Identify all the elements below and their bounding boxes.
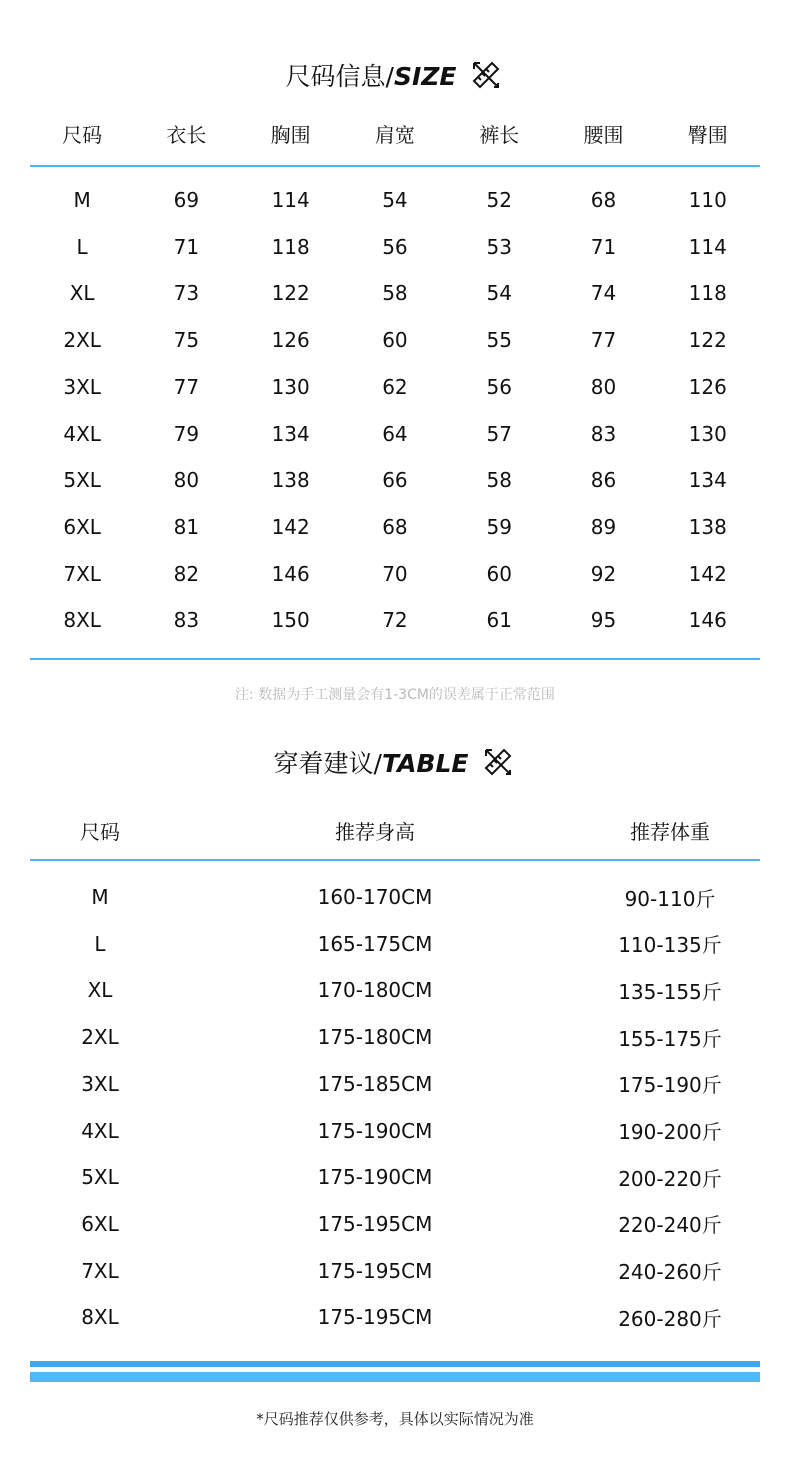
wear-title-cn: 穿着建议/ xyxy=(273,749,382,778)
size-row-cell: 130 xyxy=(271,374,310,399)
wear-row-cell: 175-190CM xyxy=(317,1165,433,1190)
size-row-cell: L xyxy=(76,234,88,259)
size-row-cell: 134 xyxy=(271,421,310,446)
size-row-cell: 79 xyxy=(173,421,200,446)
size-row-cell: 126 xyxy=(271,328,310,353)
wear-row-cell: 175-190CM xyxy=(317,1118,433,1143)
size-row-cell: 53 xyxy=(486,234,512,259)
size-header-cell: 衣长 xyxy=(166,122,207,147)
wear-row-cell: 220-240斤 xyxy=(618,1213,722,1238)
size-row-cell: 68 xyxy=(382,514,408,539)
wear-row-cell: 260-280斤 xyxy=(618,1306,722,1331)
size-row-cell: 73 xyxy=(173,281,200,306)
size-row-cell: 7XL xyxy=(63,561,101,586)
wear-row-cell: 2XL xyxy=(81,1025,119,1050)
ruler-pencil-icon xyxy=(468,57,504,93)
wear-row-cell: 240-260斤 xyxy=(618,1260,722,1285)
wear-row-cell: XL xyxy=(87,978,113,1003)
size-table-row xyxy=(30,597,760,643)
wear-row-cell: 155-175斤 xyxy=(618,1026,722,1051)
wear-row-cell: 160-170CM xyxy=(317,885,433,909)
wear-row-cell: 175-190斤 xyxy=(618,1073,722,1098)
footer-note: *尺码推荐仅供参考，具体以实际情况为准 xyxy=(256,1410,534,1428)
size-title-cn: 尺码信息/ xyxy=(285,62,394,91)
size-row-cell: 56 xyxy=(382,234,408,259)
size-row-cell: 71 xyxy=(173,234,200,259)
size-row-cell: 3XL xyxy=(63,374,101,399)
size-row-cell: 54 xyxy=(486,281,512,306)
size-row-cell: 60 xyxy=(486,561,512,586)
wear-row-cell: 200-220斤 xyxy=(618,1166,722,1191)
size-row-cell: 66 xyxy=(382,468,408,493)
size-row-cell: 52 xyxy=(486,188,512,212)
size-row-cell: 60 xyxy=(382,328,408,353)
size-row-cell: 95 xyxy=(590,608,617,633)
wear-title xyxy=(0,742,790,782)
size-title xyxy=(0,55,790,95)
size-row-cell: 138 xyxy=(271,468,310,493)
size-row-cell: 114 xyxy=(688,234,727,259)
wear-title-en: TABLE xyxy=(381,749,469,778)
wear-header-cell: 尺码 xyxy=(80,819,120,844)
footer-rule-thin xyxy=(30,1361,760,1367)
size-row-cell: 89 xyxy=(590,514,617,539)
size-note: 注: 数据为手工测量会有1-3CM的误差属于正常范围 xyxy=(235,687,555,703)
size-table-row xyxy=(30,504,760,550)
size-table-row xyxy=(30,317,760,363)
wear-table-row xyxy=(30,1154,760,1200)
size-row-cell: 54 xyxy=(382,188,408,212)
size-table-header-rule xyxy=(30,165,760,167)
size-row-cell: 122 xyxy=(688,328,727,353)
size-row-cell: 80 xyxy=(590,374,617,399)
size-row-cell: 75 xyxy=(173,328,200,353)
size-header-cell: 肩宽 xyxy=(374,122,415,147)
size-row-cell: 150 xyxy=(271,608,310,633)
size-row-cell: 59 xyxy=(486,514,512,539)
size-row-cell: 146 xyxy=(271,561,310,586)
size-row-cell: 68 xyxy=(590,188,617,212)
wear-row-cell: 8XL xyxy=(81,1305,119,1330)
wear-row-cell: 135-155斤 xyxy=(618,979,722,1004)
size-row-cell: 77 xyxy=(173,374,200,399)
size-title-en: SIZE xyxy=(393,62,457,91)
size-row-cell: 142 xyxy=(271,514,310,539)
size-row-cell: 77 xyxy=(590,328,617,353)
size-row-cell: 83 xyxy=(590,421,617,446)
wear-table-row xyxy=(30,1061,760,1107)
wear-row-cell: 4XL xyxy=(81,1118,119,1143)
size-row-cell: 126 xyxy=(688,374,727,399)
size-row-cell: XL xyxy=(69,281,95,306)
size-row-cell: 8XL xyxy=(63,608,101,633)
wear-row-cell: 190-200斤 xyxy=(618,1120,722,1144)
size-row-cell: 62 xyxy=(382,374,408,399)
ruler-pencil-icon xyxy=(480,744,516,780)
size-row-cell: 55 xyxy=(486,328,512,353)
size-row-cell: 81 xyxy=(173,514,200,539)
size-table-row xyxy=(30,224,760,270)
wear-table-row xyxy=(30,1294,760,1340)
wear-row-cell: 90-110斤 xyxy=(624,886,716,911)
wear-row-cell: 165-175CM xyxy=(317,931,433,956)
size-row-cell: 2XL xyxy=(63,328,101,353)
size-row-cell: 82 xyxy=(173,561,200,586)
wear-row-cell: L xyxy=(94,931,106,956)
wear-table-row xyxy=(30,1108,760,1154)
size-row-cell: 70 xyxy=(382,561,408,586)
size-row-cell: 4XL xyxy=(63,421,101,446)
size-header-cell: 尺码 xyxy=(62,122,103,147)
size-row-cell: 122 xyxy=(271,281,310,306)
size-row-cell: 118 xyxy=(271,234,310,259)
wear-row-cell: 175-195CM xyxy=(317,1211,433,1236)
size-row-cell: 69 xyxy=(173,188,200,212)
size-row-cell: 58 xyxy=(382,281,408,306)
size-row-cell: 83 xyxy=(173,608,200,633)
wear-row-cell: 175-195CM xyxy=(317,1258,433,1283)
wear-table-row xyxy=(30,1248,760,1294)
size-table-bottom-rule xyxy=(30,658,760,660)
size-header-cell: 腰围 xyxy=(583,122,624,147)
wear-row-cell: 170-180CM xyxy=(317,978,433,1003)
size-row-cell: 130 xyxy=(688,421,727,446)
size-header-cell: 裤长 xyxy=(479,122,520,147)
wear-row-cell: 5XL xyxy=(81,1165,119,1190)
size-header-cell: 胸围 xyxy=(270,122,311,147)
wear-row-cell: 175-195CM xyxy=(317,1305,433,1330)
size-table-row xyxy=(30,551,760,597)
wear-header-cell: 推荐身高 xyxy=(335,819,415,844)
size-row-cell: 74 xyxy=(590,281,617,306)
wear-row-cell: 6XL xyxy=(81,1211,119,1236)
wear-row-cell: 175-185CM xyxy=(317,1071,433,1096)
wear-table-row xyxy=(30,1014,760,1060)
wear-table-row xyxy=(30,967,760,1013)
size-row-cell: 56 xyxy=(486,374,512,399)
wear-table-header xyxy=(30,807,760,853)
size-row-cell: 86 xyxy=(590,468,617,493)
size-row-cell: 142 xyxy=(688,561,727,586)
size-row-cell: 138 xyxy=(688,514,727,539)
size-table-row xyxy=(30,411,760,457)
size-row-cell: 64 xyxy=(382,421,408,446)
size-row-cell: 57 xyxy=(486,421,512,446)
wear-row-cell: 7XL xyxy=(81,1258,119,1283)
size-row-cell: 6XL xyxy=(63,514,101,539)
size-row-cell: 80 xyxy=(173,468,200,493)
wear-table-header-rule xyxy=(30,859,760,861)
size-row-cell: 5XL xyxy=(63,468,101,493)
size-row-cell: 110 xyxy=(688,188,727,212)
size-row-cell: 58 xyxy=(486,468,512,493)
size-row-cell: M xyxy=(73,188,91,212)
wear-table-row xyxy=(30,874,760,920)
size-row-cell: 118 xyxy=(688,281,727,306)
size-table-row xyxy=(30,270,760,316)
size-row-cell: 92 xyxy=(590,561,617,586)
size-row-cell: 72 xyxy=(382,608,408,633)
footer-rule-thick xyxy=(30,1372,760,1382)
wear-table-row xyxy=(30,1201,760,1247)
size-table-row xyxy=(30,364,760,410)
wear-header-cell: 推荐体重 xyxy=(630,819,710,844)
wear-table-row xyxy=(30,921,760,967)
size-row-cell: 134 xyxy=(688,468,727,493)
size-row-cell: 146 xyxy=(688,608,727,633)
size-row-cell: 61 xyxy=(486,608,512,633)
size-table-row xyxy=(30,177,760,223)
size-row-cell: 114 xyxy=(271,188,310,212)
wear-row-cell: M xyxy=(91,885,109,909)
size-header-cell: 臀围 xyxy=(687,122,728,147)
size-row-cell: 71 xyxy=(590,234,617,259)
wear-row-cell: 3XL xyxy=(81,1071,119,1096)
size-table-row xyxy=(30,457,760,503)
wear-row-cell: 175-180CM xyxy=(317,1025,433,1050)
size-table-header xyxy=(30,110,760,156)
wear-row-cell: 110-135斤 xyxy=(618,933,722,958)
